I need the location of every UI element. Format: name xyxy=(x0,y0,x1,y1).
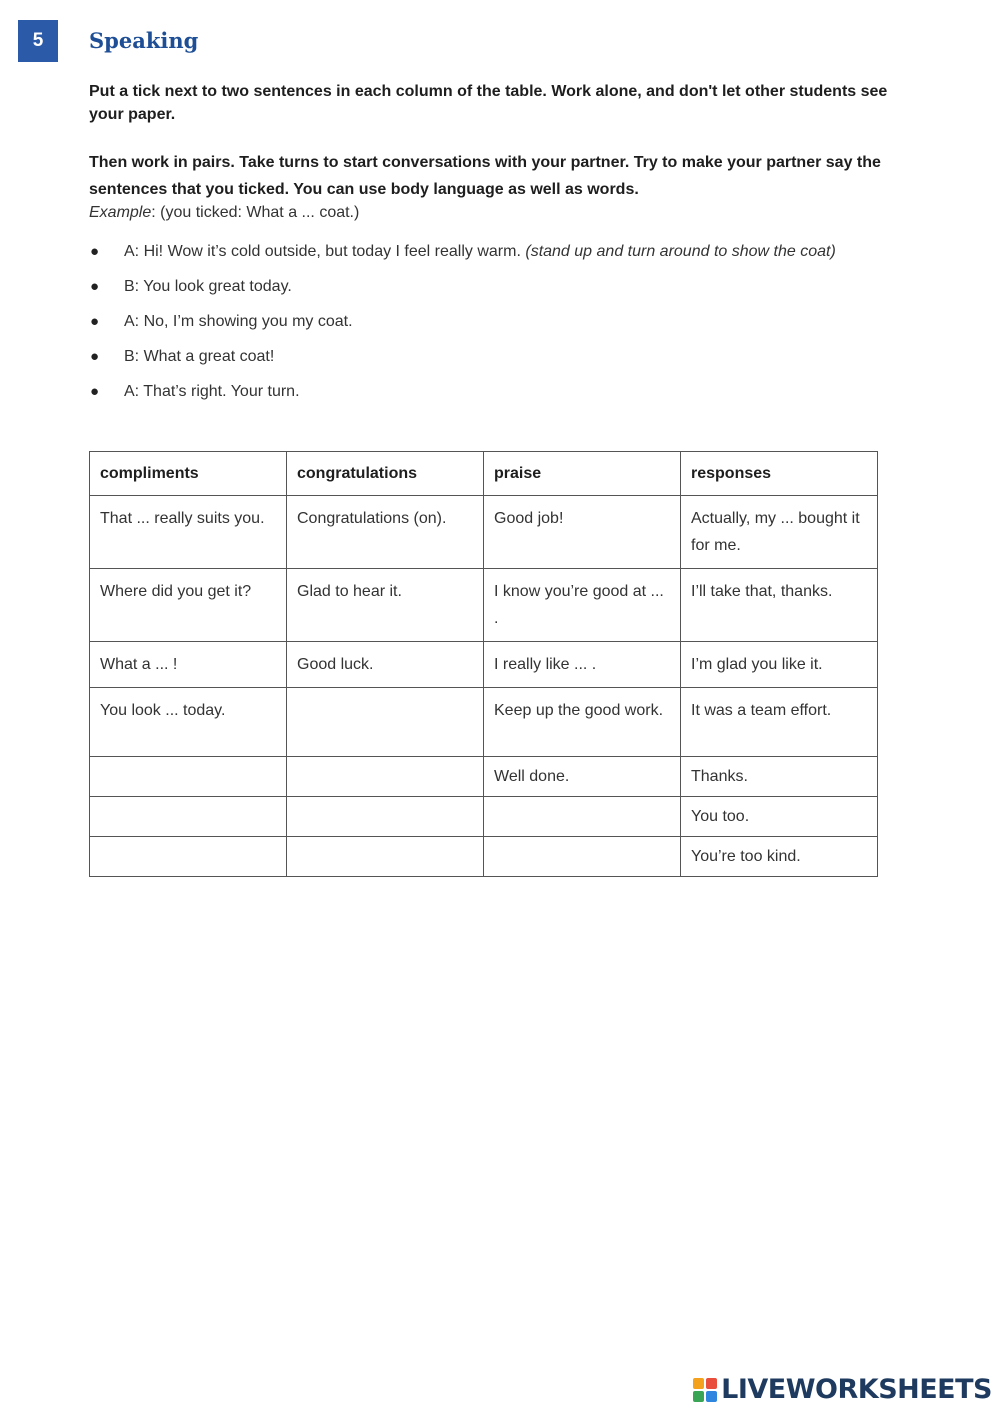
table-cell[interactable]: Good job! xyxy=(484,496,681,569)
table-cell[interactable]: Actually, my ... bought it for me. xyxy=(681,496,878,569)
dialogue-line xyxy=(89,343,889,370)
bullet-icon: ● xyxy=(90,348,100,365)
table-row xyxy=(90,837,878,877)
dialogue-line xyxy=(89,238,889,265)
table-row xyxy=(90,757,878,797)
example-line xyxy=(89,204,359,222)
dialogue-text: B: What a great coat! xyxy=(124,348,275,365)
table-row xyxy=(90,688,878,757)
brand-name: LIVEWORKSHEETS xyxy=(721,1374,992,1405)
example-text: : (you ticked: What a ... coat.) xyxy=(151,204,360,221)
dialogue-line xyxy=(89,378,889,405)
table-cell xyxy=(287,837,484,877)
bullet-icon: ● xyxy=(90,243,100,260)
header-praise: praise xyxy=(484,452,681,496)
table-cell[interactable]: You’re too kind. xyxy=(681,837,878,877)
table-cell[interactable]: It was a team effort. xyxy=(681,688,878,757)
logo-square-4 xyxy=(706,1391,717,1402)
table-cell xyxy=(90,797,287,837)
section-title: Speaking xyxy=(89,28,199,53)
table-cell[interactable]: I know you’re good at ... . xyxy=(484,569,681,642)
dialogue-text: A: Hi! Wow it’s cold outside, but today I feel really warm. xyxy=(124,243,526,260)
table-cell[interactable]: You look ... today. xyxy=(90,688,287,757)
table-row xyxy=(90,797,878,837)
table-cell[interactable]: Good luck. xyxy=(287,642,484,688)
table-row xyxy=(90,642,878,688)
table-header-row xyxy=(90,452,878,496)
stage-direction: (stand up and turn around to show the coat) xyxy=(525,243,836,260)
table-cell[interactable]: You too. xyxy=(681,797,878,837)
table-row xyxy=(90,496,878,569)
table-cell xyxy=(90,837,287,877)
example-label: Example xyxy=(89,204,152,221)
table-cell xyxy=(90,757,287,797)
logo-square-3 xyxy=(693,1391,704,1402)
table-cell[interactable]: Keep up the good work. xyxy=(484,688,681,757)
logo-square-2 xyxy=(706,1378,717,1389)
dialogue-line xyxy=(89,273,889,300)
table-cell[interactable]: Well done. xyxy=(484,757,681,797)
table-cell[interactable]: Where did you get it? xyxy=(90,569,287,642)
dialogue-text: B: You look great today. xyxy=(124,278,292,295)
table-cell[interactable]: I’m glad you like it. xyxy=(681,642,878,688)
table-cell xyxy=(287,757,484,797)
table-cell[interactable]: That ... really suits you. xyxy=(90,496,287,569)
table-row xyxy=(90,569,878,642)
bullet-icon: ● xyxy=(90,278,100,295)
instruction-paragraph-2: Then work in pairs. Take turns to start conversations with your partner. Try to make your partner say the sentences that you ticked. You can use body language as well as words. xyxy=(89,154,881,198)
table-cell[interactable]: I really like ... . xyxy=(484,642,681,688)
liveworksheets-logo-icon xyxy=(693,1378,717,1402)
table-cell xyxy=(484,797,681,837)
table-cell[interactable]: Glad to hear it. xyxy=(287,569,484,642)
table-cell[interactable]: Congratulations (on). xyxy=(287,496,484,569)
logo-square-1 xyxy=(693,1378,704,1389)
liveworksheets-brand[interactable] xyxy=(693,1374,992,1405)
phrases-table xyxy=(89,451,878,877)
table-cell xyxy=(484,837,681,877)
dialogue-text: A: No, I’m showing you my coat. xyxy=(124,313,353,330)
header-compliments: compliments xyxy=(90,452,287,496)
bullet-icon: ● xyxy=(90,383,100,400)
dialogue-line xyxy=(89,308,889,335)
instruction-paragraph-1: Put a tick next to two sentences in each column of the table. Work alone, and don't let other students see your paper. xyxy=(89,83,888,123)
section-number-badge: 5 xyxy=(18,20,58,62)
table-cell[interactable]: What a ... ! xyxy=(90,642,287,688)
header-responses: responses xyxy=(681,452,878,496)
example-dialogue xyxy=(89,238,889,413)
bullet-icon: ● xyxy=(90,313,100,330)
dialogue-text: A: That’s right. Your turn. xyxy=(124,383,300,400)
table-cell xyxy=(287,797,484,837)
table-cell[interactable]: I’ll take that, thanks. xyxy=(681,569,878,642)
table-cell xyxy=(287,688,484,757)
header-congratulations: congratulations xyxy=(287,452,484,496)
table-cell[interactable]: Thanks. xyxy=(681,757,878,797)
